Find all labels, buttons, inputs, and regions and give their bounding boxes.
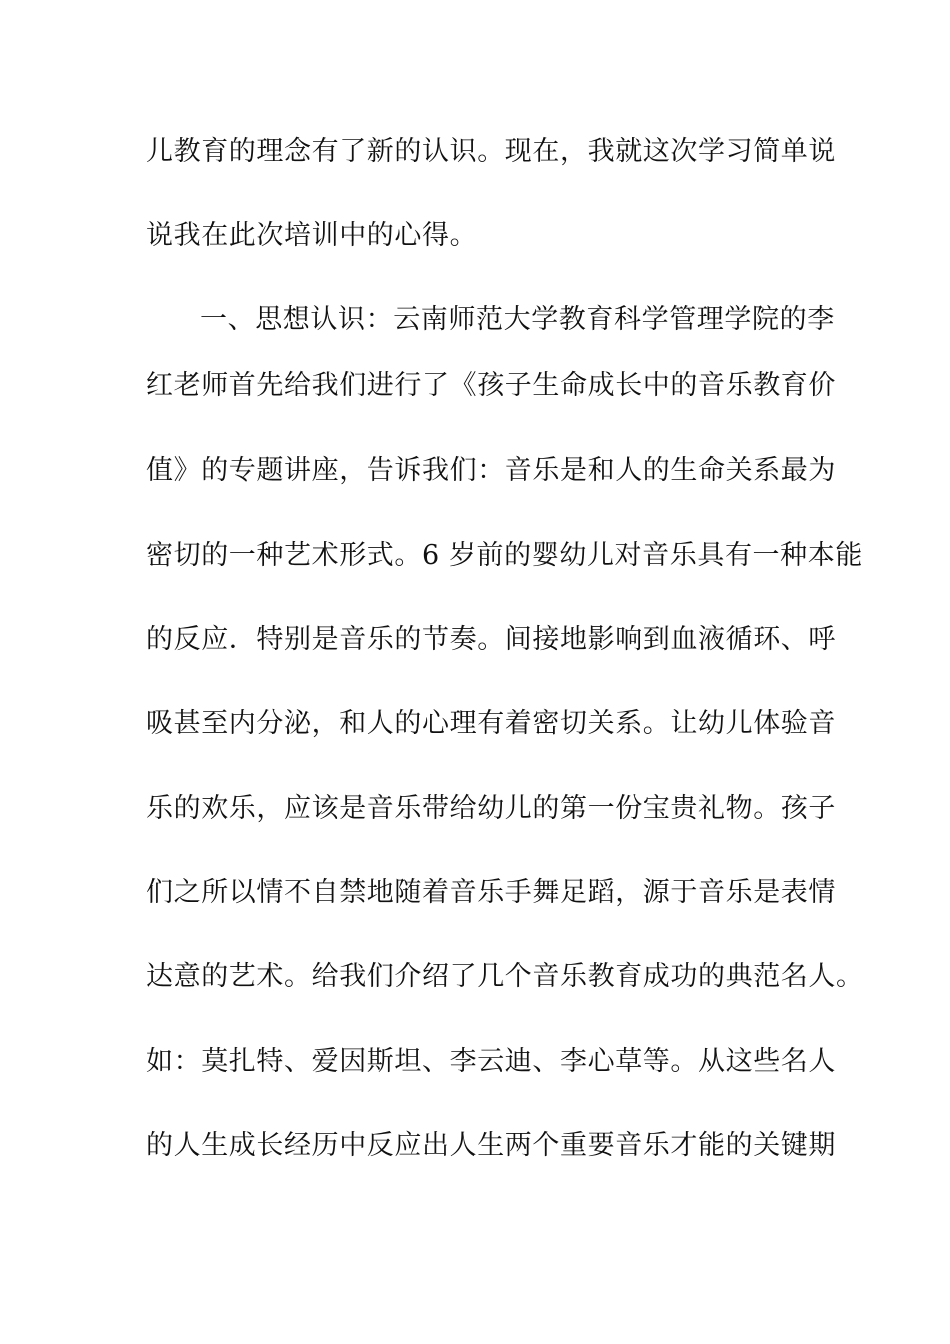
text-line: 的人生成长经历中反应出人生两个重要音乐才能的关键期 xyxy=(146,1130,836,1161)
paragraph-first-line: 一、思想认识：云南师范大学教育科学管理学院的李 xyxy=(200,304,835,335)
text-line: 乐的欢乐，应该是音乐带给幼儿的第一份宝贵礼物。孩子 xyxy=(146,793,836,824)
text-line: 达意的艺术。给我们介绍了几个音乐教育成功的典范名人。 xyxy=(146,961,864,992)
text-line: 儿教育的理念有了新的认识。现在，我就这次学习简单说 xyxy=(146,136,836,167)
text-line: 红老师首先给我们进行了《孩子生命成长中的音乐教育价 xyxy=(146,370,836,401)
text-line: 密切的一种艺术形式。6 岁前的婴幼儿对音乐具有一种本能 xyxy=(146,540,863,571)
text-line: 值》的专题讲座，告诉我们：音乐是和人的生命关系最为 xyxy=(146,455,836,486)
text-line: 的反应．特别是音乐的节奏。间接地影响到血液循环、呼 xyxy=(146,624,836,655)
text-line: 吸甚至内分泌，和人的心理有着密切关系。让幼儿体验音 xyxy=(146,708,836,739)
text-line: 说我在此次培训中的心得。 xyxy=(146,220,478,251)
text-line: 如：莫扎特、爱因斯坦、李云迪、李心草等。从这些名人 xyxy=(146,1046,836,1077)
text-line: 们之所以情不自禁地随着音乐手舞足蹈，源于音乐是表情 xyxy=(146,877,836,908)
